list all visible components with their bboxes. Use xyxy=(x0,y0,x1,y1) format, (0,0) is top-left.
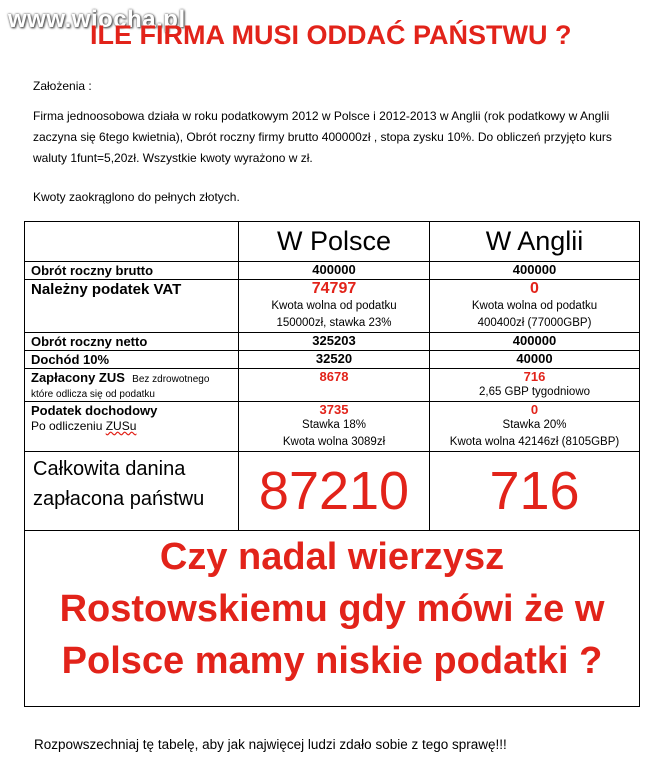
header-england xyxy=(430,222,640,262)
row-label-note: Po odliczeniu xyxy=(31,419,106,433)
note-line: 2,65 GBP tygodniowo xyxy=(478,386,591,398)
row-label: Całkowita danina xyxy=(33,458,186,480)
note-line: 150000zł, stawka 23% xyxy=(276,317,392,329)
note-line: 400400zł (77000GBP) xyxy=(477,317,592,329)
row-label: zapłacona państwu xyxy=(33,488,205,510)
note-line: Kwota wolna od podatku xyxy=(271,300,397,312)
row-label-note: Bez zdrowotnego xyxy=(132,374,210,385)
note-line: Stawka 18% xyxy=(302,419,366,431)
row-label: Dochód 10% xyxy=(25,351,239,369)
row-label: Obrót roczny netto xyxy=(25,333,239,351)
question-line: Rostowskiemu gdy mówi że w xyxy=(59,588,605,630)
row-label: Należny podatek VAT xyxy=(31,281,182,298)
value-poland: 400000 xyxy=(239,262,430,280)
tax-poland-cell xyxy=(239,402,430,452)
row-label: Podatek dochodowy xyxy=(31,403,158,418)
vat-england-cell xyxy=(430,280,640,333)
header-poland-label: W Polsce xyxy=(276,226,392,256)
table-header-row xyxy=(25,222,640,262)
row-label: Obrót roczny brutto xyxy=(25,262,239,280)
table-row-income xyxy=(25,351,640,369)
table-row-tax xyxy=(25,402,640,452)
table-row-gross xyxy=(25,262,640,280)
note-line: Stawka 20% xyxy=(502,419,567,431)
assumptions-text: Firma jednoosobowa działa w roku podatkowym 2012 w Polsce i 2012-2013 w Anglii (rok podatkowy w Anglii zaczyna się 6tego kwietnia), Obrót roczny firmy brutto 400000zł , stopa zysku 10%. Do obliczeń przyjęto kurs waluty 1funt=5,20zł. Wszystkie kwoty wyrażono w zł. xyxy=(33,109,612,165)
note-line: Kwota wolna 42146zł (8105GBP) xyxy=(449,436,620,448)
header-england-label: W Anglii xyxy=(485,226,584,256)
value-england: 0 xyxy=(530,280,539,297)
value-poland: 8678 xyxy=(319,369,349,384)
row-label-note-word: ZUSu xyxy=(105,419,137,433)
zus-england-cell xyxy=(430,369,640,402)
row-label-cell xyxy=(25,369,239,402)
question-line: Czy nadal wierzysz xyxy=(159,536,505,578)
note-line: Kwota wolna od podatku xyxy=(471,300,598,312)
header-poland xyxy=(239,222,430,262)
total-england: 716 xyxy=(430,452,640,531)
footer-text: Rozpowszechniaj tę tabelę, aby jak najwięcej ludzi zdało sobie z tego sprawę!!! xyxy=(34,737,507,752)
tax-england-cell xyxy=(430,402,640,452)
value-england: 400000 xyxy=(430,262,640,280)
header-empty-cell xyxy=(25,222,239,262)
note-line: Kwota wolna 3089zł xyxy=(282,436,386,448)
table-row-net xyxy=(25,333,640,351)
table-row-question xyxy=(25,531,640,707)
value-poland: 74797 xyxy=(311,280,357,297)
tax-comparison-table xyxy=(24,221,640,707)
row-label: Zapłacony ZUS xyxy=(31,370,125,385)
value-poland: 3735 xyxy=(319,402,349,417)
row-label-cell xyxy=(25,452,239,531)
question-cell xyxy=(25,531,640,707)
vat-poland-cell xyxy=(239,280,430,333)
table-row-zus xyxy=(25,369,640,402)
value-poland: 32520 xyxy=(239,351,430,369)
value-england: 0 xyxy=(530,402,539,417)
value-poland: 325203 xyxy=(239,333,430,351)
question-line: Polsce mamy niskie podatki ? xyxy=(61,640,603,682)
row-label-cell xyxy=(25,402,239,452)
value-england: 40000 xyxy=(430,351,640,369)
zus-poland-cell xyxy=(239,369,430,402)
page-title: ILE FIRMA MUSI ODDAĆ PAŃSTWU ? xyxy=(90,20,572,50)
value-england: 400000 xyxy=(430,333,640,351)
watermark-logo: www.wiocha.pl xyxy=(8,6,186,33)
assumptions-heading: Założenia : xyxy=(33,79,92,93)
row-label-cell xyxy=(25,280,239,333)
value-england: 716 xyxy=(523,369,546,384)
table-row-total xyxy=(25,452,640,531)
row-label-note: które odlicza się od podatku xyxy=(31,389,155,400)
rounding-note: Kwoty zaokrąglono do pełnych złotych. xyxy=(33,190,240,204)
total-poland: 87210 xyxy=(239,452,430,531)
table-row-vat xyxy=(25,280,640,333)
